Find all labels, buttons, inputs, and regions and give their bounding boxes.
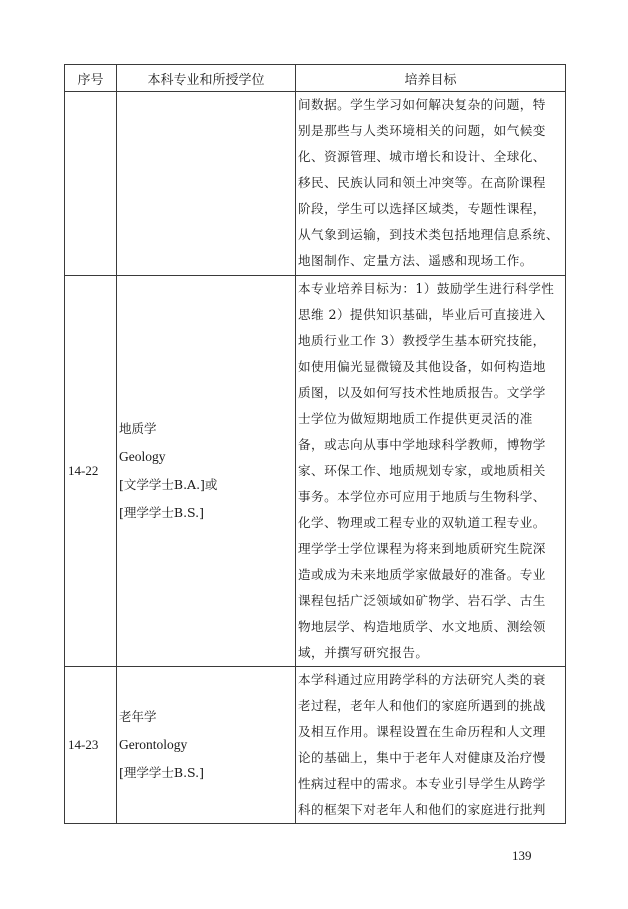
goal-line: 化学、物理或工程专业的双轨道工程专业。 xyxy=(298,515,546,530)
goal-line: 理学学士学位课程为将来到地质研究生院深 xyxy=(298,541,546,556)
goal-line: 本专业培养目标为：1）鼓励学生进行科学性 xyxy=(298,281,555,296)
goal-line: 思维 2）提供知识基础，毕业后可直接进入 xyxy=(298,307,546,322)
row-number xyxy=(65,92,117,276)
goal-line: 从气象到运输，到技术类包括地理信息系统、 xyxy=(298,227,559,242)
goal-line: 性病过程中的需求。本专业引导学生从跨学 xyxy=(298,776,546,791)
goal-line: 物地层学、构造地质学、水文地质、测绘领 xyxy=(298,619,546,634)
row-number: 14-22 xyxy=(65,276,117,667)
goal-cell xyxy=(296,667,566,824)
major-name-cn: 老年学 xyxy=(119,709,157,724)
major-name-en: Gerontology xyxy=(119,737,188,752)
goal-line: 阶段，学生可以选择区域类，专题性课程， xyxy=(298,201,546,216)
table-header-row xyxy=(65,65,566,92)
header-major: 本科专业和所授学位 xyxy=(117,65,296,92)
major-name-en: Geology xyxy=(119,449,166,464)
goal-cell xyxy=(296,276,566,667)
goal-line: 家、环保工作、地质规划专家，或地质相关 xyxy=(298,463,546,478)
header-goal: 培养目标 xyxy=(296,65,566,92)
goal-line: 本学科通过应用跨学科的方法研究人类的衰 xyxy=(298,672,546,687)
majors-table xyxy=(64,64,566,824)
goal-line: 间数据。学生学习如何解决复杂的问题，特 xyxy=(298,97,546,112)
goal-line: 如使用偏光显微镜及其他设备，如何构造地 xyxy=(298,359,546,374)
major-cell xyxy=(117,276,296,667)
goal-line: 事务。本学位亦可应用于地质与生物科学、 xyxy=(298,489,546,504)
major-cell xyxy=(117,92,296,276)
degree-label: [文学学士B.A.]或 xyxy=(119,477,218,492)
goal-line: 地质行业工作 3）教授学生基本研究技能， xyxy=(298,333,546,348)
goal-line: 及相互作用。课程设置在生命历程和人文理 xyxy=(298,724,546,739)
goal-line: 别是那些与人类环境相关的问题，如气候变 xyxy=(298,123,546,138)
goal-line: 质图，以及如何写技术性地质报告。文学学 xyxy=(298,385,546,400)
page-number: 139 xyxy=(512,848,532,863)
goal-line: 备，或志向从事中学地球科学教师，博物学 xyxy=(298,437,546,452)
degree-label: [理学学士B.S.] xyxy=(119,505,205,520)
degree-label: [理学学士B.S.] xyxy=(119,765,205,780)
goal-line: 造或成为未来地质学家做最好的准备。专业 xyxy=(298,567,546,582)
goal-line: 化、资源管理、城市增长和设计、全球化、 xyxy=(298,149,546,164)
goal-line: 论的基础上，集中于老年人对健康及治疗慢 xyxy=(298,750,546,765)
table-row xyxy=(65,667,566,824)
goal-line: 科的框架下对老年人和他们的家庭进行批判 xyxy=(298,802,546,817)
header-no: 序号 xyxy=(65,65,117,92)
goal-line: 移民、民族认同和领土冲突等。在高阶课程 xyxy=(298,175,546,190)
goal-line: 域，并撰写研究报告。 xyxy=(298,645,429,660)
table-row xyxy=(65,276,566,667)
table-row xyxy=(65,92,566,276)
major-name-cn: 地质学 xyxy=(119,421,157,436)
major-cell xyxy=(117,667,296,824)
goal-line: 地图制作、定量方法、遥感和现场工作。 xyxy=(298,253,533,268)
row-number: 14-23 xyxy=(65,667,117,824)
goal-cell xyxy=(296,92,566,276)
goal-line: 老过程，老年人和他们的家庭所遇到的挑战 xyxy=(298,698,546,713)
goal-line: 士学位为做短期地质工作提供更灵活的准 xyxy=(298,411,533,426)
goal-line: 课程包括广泛领域如矿物学、岩石学、古生 xyxy=(298,593,546,608)
